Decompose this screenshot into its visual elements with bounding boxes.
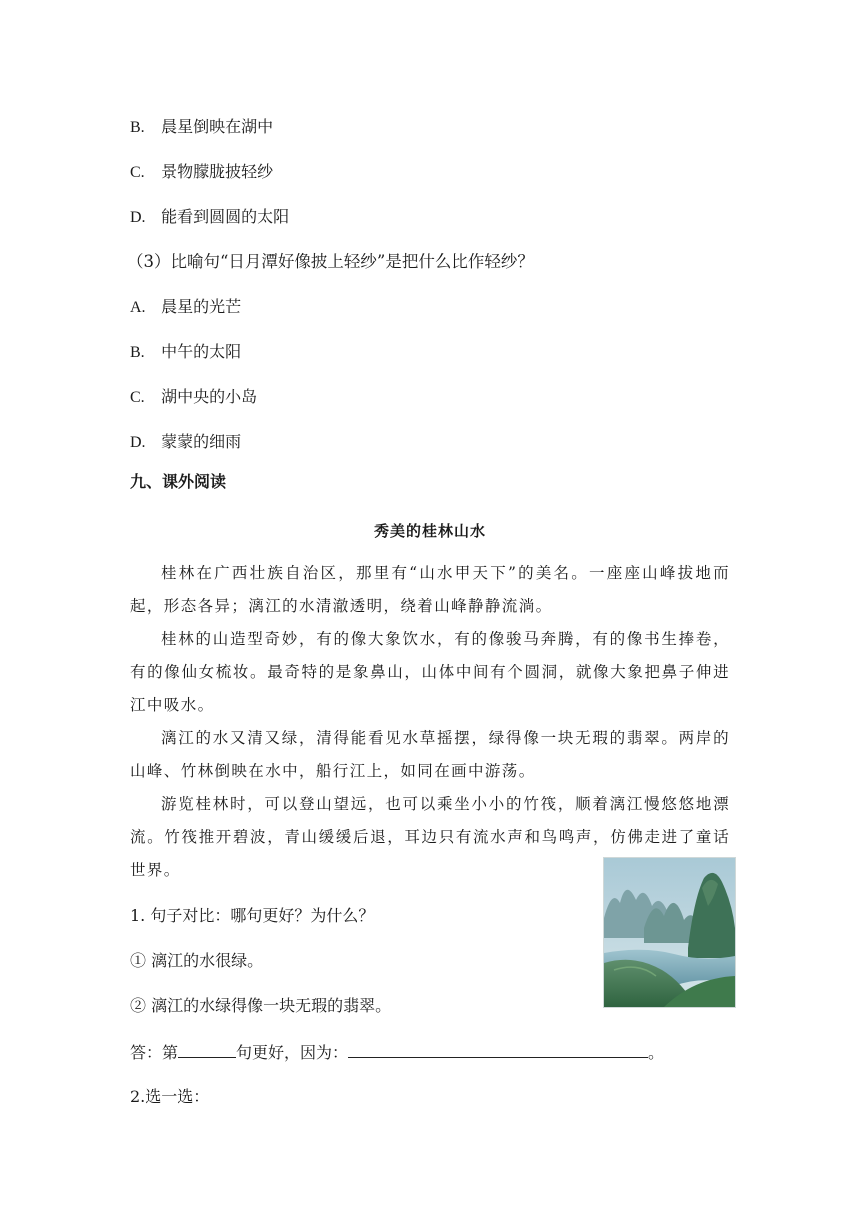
option-row	[130, 387, 257, 408]
option-key: A.	[130, 299, 146, 316]
article-paragraph: 桂林的山造型奇妙，有的像大象饮水，有的像骏马奔腾，有的像书生捧卷，有的像仙女梳妆。最奇特的是象鼻山，山体中间有个圆洞，就像大象把鼻子伸进江中吸水。	[130, 630, 730, 714]
option-text: 中午的太阳	[161, 342, 242, 361]
option-row	[130, 207, 289, 228]
option-row	[130, 117, 273, 138]
option-text: 湖中央的小岛	[161, 387, 258, 406]
option-key: B.	[130, 119, 145, 136]
option-row	[130, 162, 273, 183]
section-heading: 九、课外阅读	[130, 472, 227, 491]
option-key: C.	[130, 389, 145, 406]
answer-prefix: 答：第	[130, 1043, 179, 1062]
option-text: 景物朦胧披轻纱	[161, 162, 274, 181]
article-paragraph: 游览桂林时，可以登山望远，也可以乘坐小小的竹筏，顺着漓江慢悠悠地漂流。竹筏推开碧波，青山缓缓后退，耳边只有流水声和鸟鸣声，仿佛走进了童话世界。	[130, 795, 730, 879]
option-row	[130, 432, 241, 453]
sentence-option-2: ② 漓江的水绿得像一块无瑕的翡翠。	[130, 996, 392, 1015]
answer-mid: 句更好，因为：	[236, 1043, 349, 1062]
option-text: 能看到圆圆的太阳	[161, 207, 290, 226]
option-key: C.	[130, 164, 145, 181]
answer-blank-sentence[interactable]	[178, 1041, 236, 1058]
answer-blank-reason[interactable]	[348, 1041, 648, 1058]
question-3-text: （3）比喻句“日月潭好像披上轻纱”是把什么比作轻纱？	[127, 252, 534, 271]
option-text: 晨星的光芒	[161, 297, 242, 316]
option-row	[130, 297, 241, 318]
article-title: 秀美的桂林山水	[373, 522, 486, 540]
option-row	[130, 342, 241, 363]
option-text: 晨星倒映在湖中	[161, 117, 274, 136]
sentence-option-1: ① 漓江的水很绿。	[130, 951, 264, 970]
option-key: D.	[130, 209, 146, 226]
option-key: B.	[130, 344, 145, 361]
option-text: 蒙蒙的细雨	[161, 432, 242, 451]
guilin-landscape-image	[603, 857, 736, 1008]
question-1-text: 1. 句子对比：哪句更好？为什么？	[130, 906, 375, 925]
question-2-label: 2.选一选：	[130, 1087, 210, 1106]
option-key: D.	[130, 434, 146, 451]
answer-end: 。	[648, 1043, 665, 1062]
answer-line	[130, 1041, 664, 1063]
article-paragraph: 漓江的水又清又绿，清得能看见水草摇摆，绿得像一块无瑕的翡翠。两岸的山峰、竹林倒映在水中，船行江上，如同在画中游荡。	[130, 729, 730, 780]
article-paragraph: 桂林在广西壮族自治区，那里有“山水甲天下”的美名。一座座山峰拔地而起，形态各异；漓江的水清澈透明，绕着山峰静静流淌。	[130, 564, 730, 615]
